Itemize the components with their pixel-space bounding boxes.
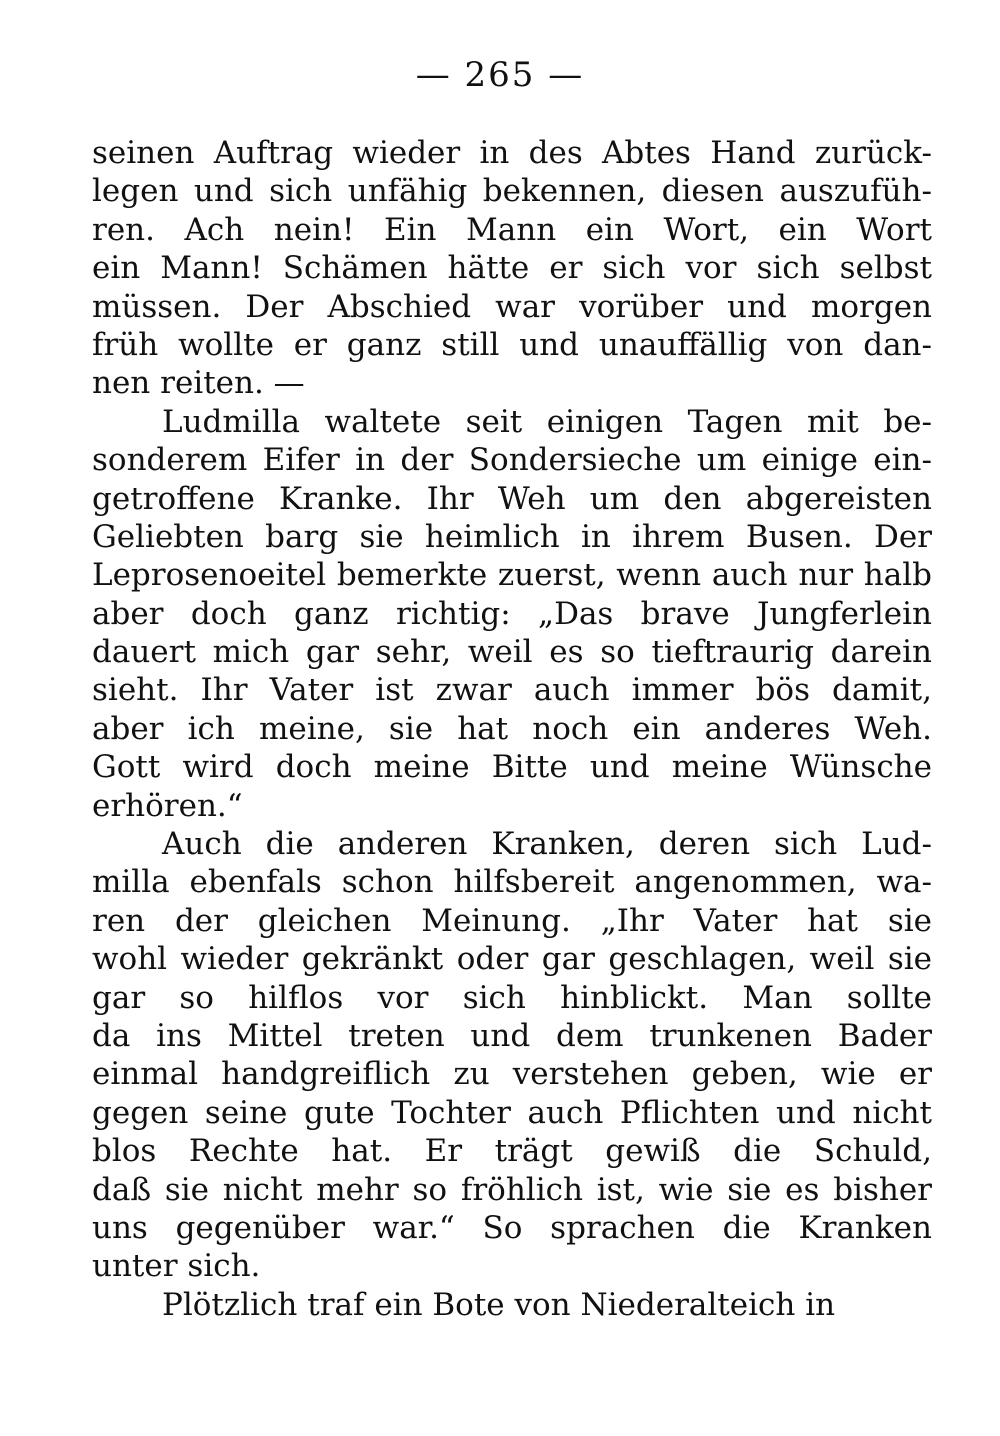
text-line: wohl wieder gekränkt oder gar geschlagen, weil sie bbox=[92, 941, 932, 978]
text-line: seinen Auftrag wieder in des Abtes Hand zurück- bbox=[92, 135, 932, 171]
text-line: unter sich. bbox=[92, 1248, 261, 1285]
paragraph-first-line: Auch die anderen Kranken, deren sich Lud- bbox=[162, 826, 932, 863]
text-line: uns gegenüber war.“ So sprachen die Kranken bbox=[92, 1209, 932, 1246]
text-line: nen reiten. — bbox=[92, 365, 305, 402]
text-line: da ins Mittel treten und dem trunkenen Bader bbox=[92, 1017, 932, 1054]
text-line: erhören.“ bbox=[92, 787, 243, 824]
text-line: Leprosenoeitel bemerkte zuerst, wenn auch nur halb bbox=[92, 557, 932, 594]
paragraph-first-line: Plötzlich traf ein Bote von Niederalteich in bbox=[162, 1286, 836, 1323]
text-line: gegen seine gute Tochter auch Pflichten und nicht bbox=[92, 1094, 932, 1131]
text-line: einmal handgreiflich zu verstehen geben, wie er bbox=[92, 1056, 932, 1093]
text-line: ren der gleichen Meinung. „Ihr Vater hat sie bbox=[92, 902, 932, 939]
text-line: milla ebenfals schon hilfsbereit angenommen, wa- bbox=[92, 864, 932, 901]
text-line: blos Rechte hat. Er trägt gewiß die Schuld, bbox=[92, 1133, 932, 1170]
text-line: ren. Ach nein! Ein Mann ein Wort, ein Wort bbox=[92, 211, 932, 248]
text-line: sonderem Eifer in der Sondersieche um einige ein- bbox=[92, 442, 932, 479]
page-number: — 265 — bbox=[415, 55, 585, 95]
text-line: dauert mich gar sehr, weil es so tieftraurig darein bbox=[92, 634, 932, 671]
text-line: Geliebten barg sie heimlich in ihrem Busen. Der bbox=[92, 518, 932, 555]
text-line: ein Mann! Schämen hätte er sich vor sich selbst bbox=[92, 250, 932, 287]
text-line: getroffene Kranke. Ihr Weh um den abgereisten bbox=[92, 480, 932, 517]
text-line: aber doch ganz richtig: „Das brave Jungferlein bbox=[92, 595, 932, 632]
paragraph-first-line: Ludmilla waltete seit einigen Tagen mit be- bbox=[162, 403, 932, 440]
text-line: früh wollte er ganz still und unauffällig von dan- bbox=[92, 326, 932, 363]
text-line: aber ich meine, sie hat noch ein anderes Weh. bbox=[92, 710, 932, 747]
text-line: legen und sich unfähig bekennen, diesen auszufüh- bbox=[92, 173, 932, 210]
text-line: müssen. Der Abschied war vorüber und morgen bbox=[92, 288, 932, 325]
text-line: sieht. Ihr Vater ist zwar auch immer bös damit, bbox=[92, 672, 932, 709]
text-line: gar so hilflos vor sich hinblickt. Man sollte bbox=[92, 979, 932, 1016]
text-line: daß sie nicht mehr so fröhlich ist, wie sie es bisher bbox=[92, 1171, 932, 1208]
text-line: Gott wird doch meine Bitte und meine Wünsche bbox=[92, 749, 932, 786]
body-text bbox=[92, 134, 932, 1324]
